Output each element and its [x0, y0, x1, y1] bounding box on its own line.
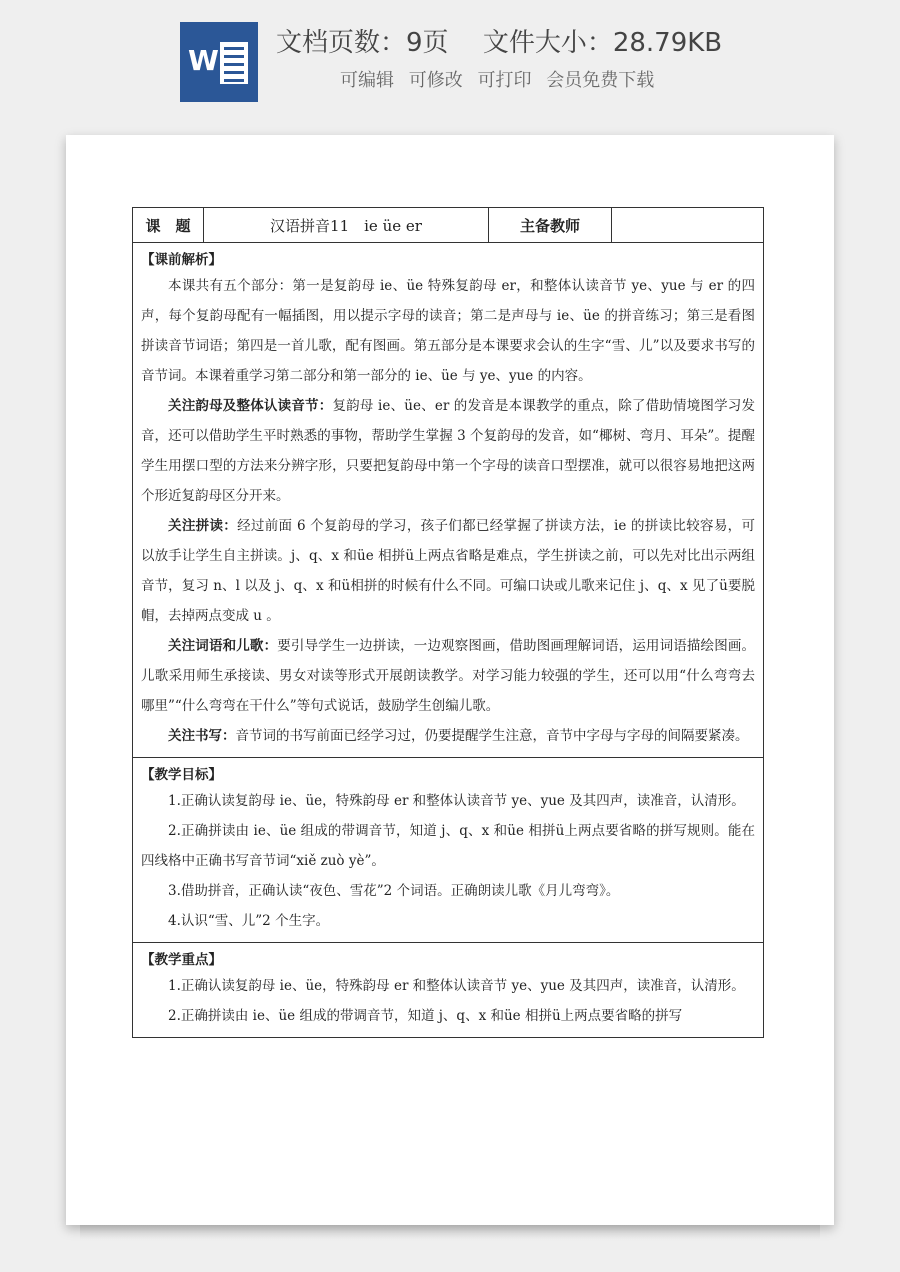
document-stats [276, 22, 748, 59]
header-row [133, 208, 764, 243]
goal-item: 1.正确认读复韵母 ie、üe，特殊韵母 er 和整体认读音节 ye、yue 及其四声，读准音，认清形。 [168, 793, 745, 809]
keypoint-item: 1.正确认读复韵母 ie、üe，特殊韵母 er 和整体认读音节 ye、yue 及其四声，读准音，认清形。 [168, 978, 745, 994]
goals-section [133, 758, 764, 943]
word-document-icon: W [180, 22, 258, 102]
feature-tags [340, 66, 663, 92]
teacher-value [612, 208, 764, 243]
analysis-section [133, 243, 764, 758]
goal-item: 3.借助拼音，正确认读“夜色、雪花”2 个词语。正确朗读儿歌《月儿弯弯》。 [168, 883, 620, 899]
paragraph-lead: 关注拼读： [168, 518, 238, 534]
tag-free-download: 会员免费下载 [546, 70, 655, 91]
paragraph-lead: 关注词语和儿歌： [168, 638, 278, 654]
goal-item: 2.正确拼读由 ie、üe 组成的带调音节，知道 j、q、x 和üe 相拼ü上两点要省略的拼写规则。能在四线格中正确书写音节词“xiě zuò yè”。 [141, 823, 755, 869]
lesson-plan-table [132, 207, 764, 1038]
keypoints-section [133, 943, 764, 1038]
analysis-row [133, 243, 764, 758]
analysis-paragraph: 本课共有五个部分：第一是复韵母 ie、üe 特殊复韵母 er，和整体认读音节 ye、yue 与 er 的四声，每个复韵母配有一幅插图，用以提示字母的读音；第二是声母与 ie、üe 的拼音练习；第三是看图拼读音节词语；第四是一首儿歌，配有图画。第五部分是本课要求会认的生字“雪、儿”以及要求书写的音节词。本课着重学习第二部分和第一部分的 ie、üe 与 ye、yue 的内容。 [141, 278, 755, 384]
paper-shadow [80, 1224, 820, 1240]
analysis-paragraph: 关注书写：音节词的书写前面已经学习过，仍要提醒学生注意，音节中字母与字母的间隔要紧凑。 [168, 728, 749, 744]
document-page [66, 135, 834, 1225]
topic-label: 课 题 [133, 208, 204, 243]
tag-printable: 可打印 [477, 70, 532, 91]
goals-heading: 【教学目标】 [141, 767, 222, 783]
teacher-label: 主备教师 [489, 208, 612, 243]
analysis-heading: 【课前解析】 [141, 252, 222, 268]
analysis-paragraph: 关注韵母及整体认读音节：复韵母 ie、üe、er 的发音是本课教学的重点，除了借助情境图学习发音，还可以借助学生平时熟悉的事物，帮助学生掌握 3 个复韵母的发音，如“椰树、弯月、耳朵”。提醒学生用摆口型的方法来分辨字形，只要把复韵母中第一个字母的读音口型摆准，就可以很容易地把这两个形近复韵母区分开来。 [141, 398, 756, 504]
paragraph-lead: 关注韵母及整体认读音节： [168, 398, 333, 414]
analysis-paragraph: 关注词语和儿歌：要引导学生一边拼读，一边观察图画，借助图画理解词语，运用词语描绘图画。儿歌采用师生承接读、男女对读等形式开展朗读教学。对学习能力较强的学生，还可以用“什么弯弯去哪里”“什么弯弯在干什么”等句式说话，鼓励学生创编儿歌。 [141, 638, 756, 714]
goals-row [133, 758, 764, 943]
document-info-banner [0, 0, 900, 128]
topic-value: 汉语拼音11 ie üe er [204, 208, 489, 243]
tag-modifiable: 可修改 [408, 70, 463, 91]
keypoints-row [133, 943, 764, 1038]
page-count: 文档页数：9页 [276, 28, 449, 58]
analysis-paragraph: 关注拼读：经过前面 6 个复韵母的学习，孩子们都已经掌握了拼读方法，ie 的拼读比较容易，可以放手让学生自主拼读。j、q、x 和üe 相拼ü上两点省略是难点，学生拼读之前，可以先对比出示两组音节，复习 n、l 以及 j、q、x 和ü相拼的时候有什么不同。可编口诀或儿歌来记住 j、q、x 见了ü要脱帽，去掉两点变成 u 。 [141, 518, 755, 624]
tag-editable: 可编辑 [340, 70, 394, 91]
goal-item: 4.认识“雪、儿”2 个生字。 [168, 913, 330, 929]
keypoint-item: 2.正确拼读由 ie、üe 组成的带调音节，知道 j、q、x 和üe 相拼ü上两点要省略的拼写 [168, 1008, 683, 1024]
paragraph-lead: 关注书写： [168, 728, 236, 744]
file-size: 文件大小：28.79KB [482, 28, 723, 58]
keypoints-heading: 【教学重点】 [141, 952, 222, 968]
